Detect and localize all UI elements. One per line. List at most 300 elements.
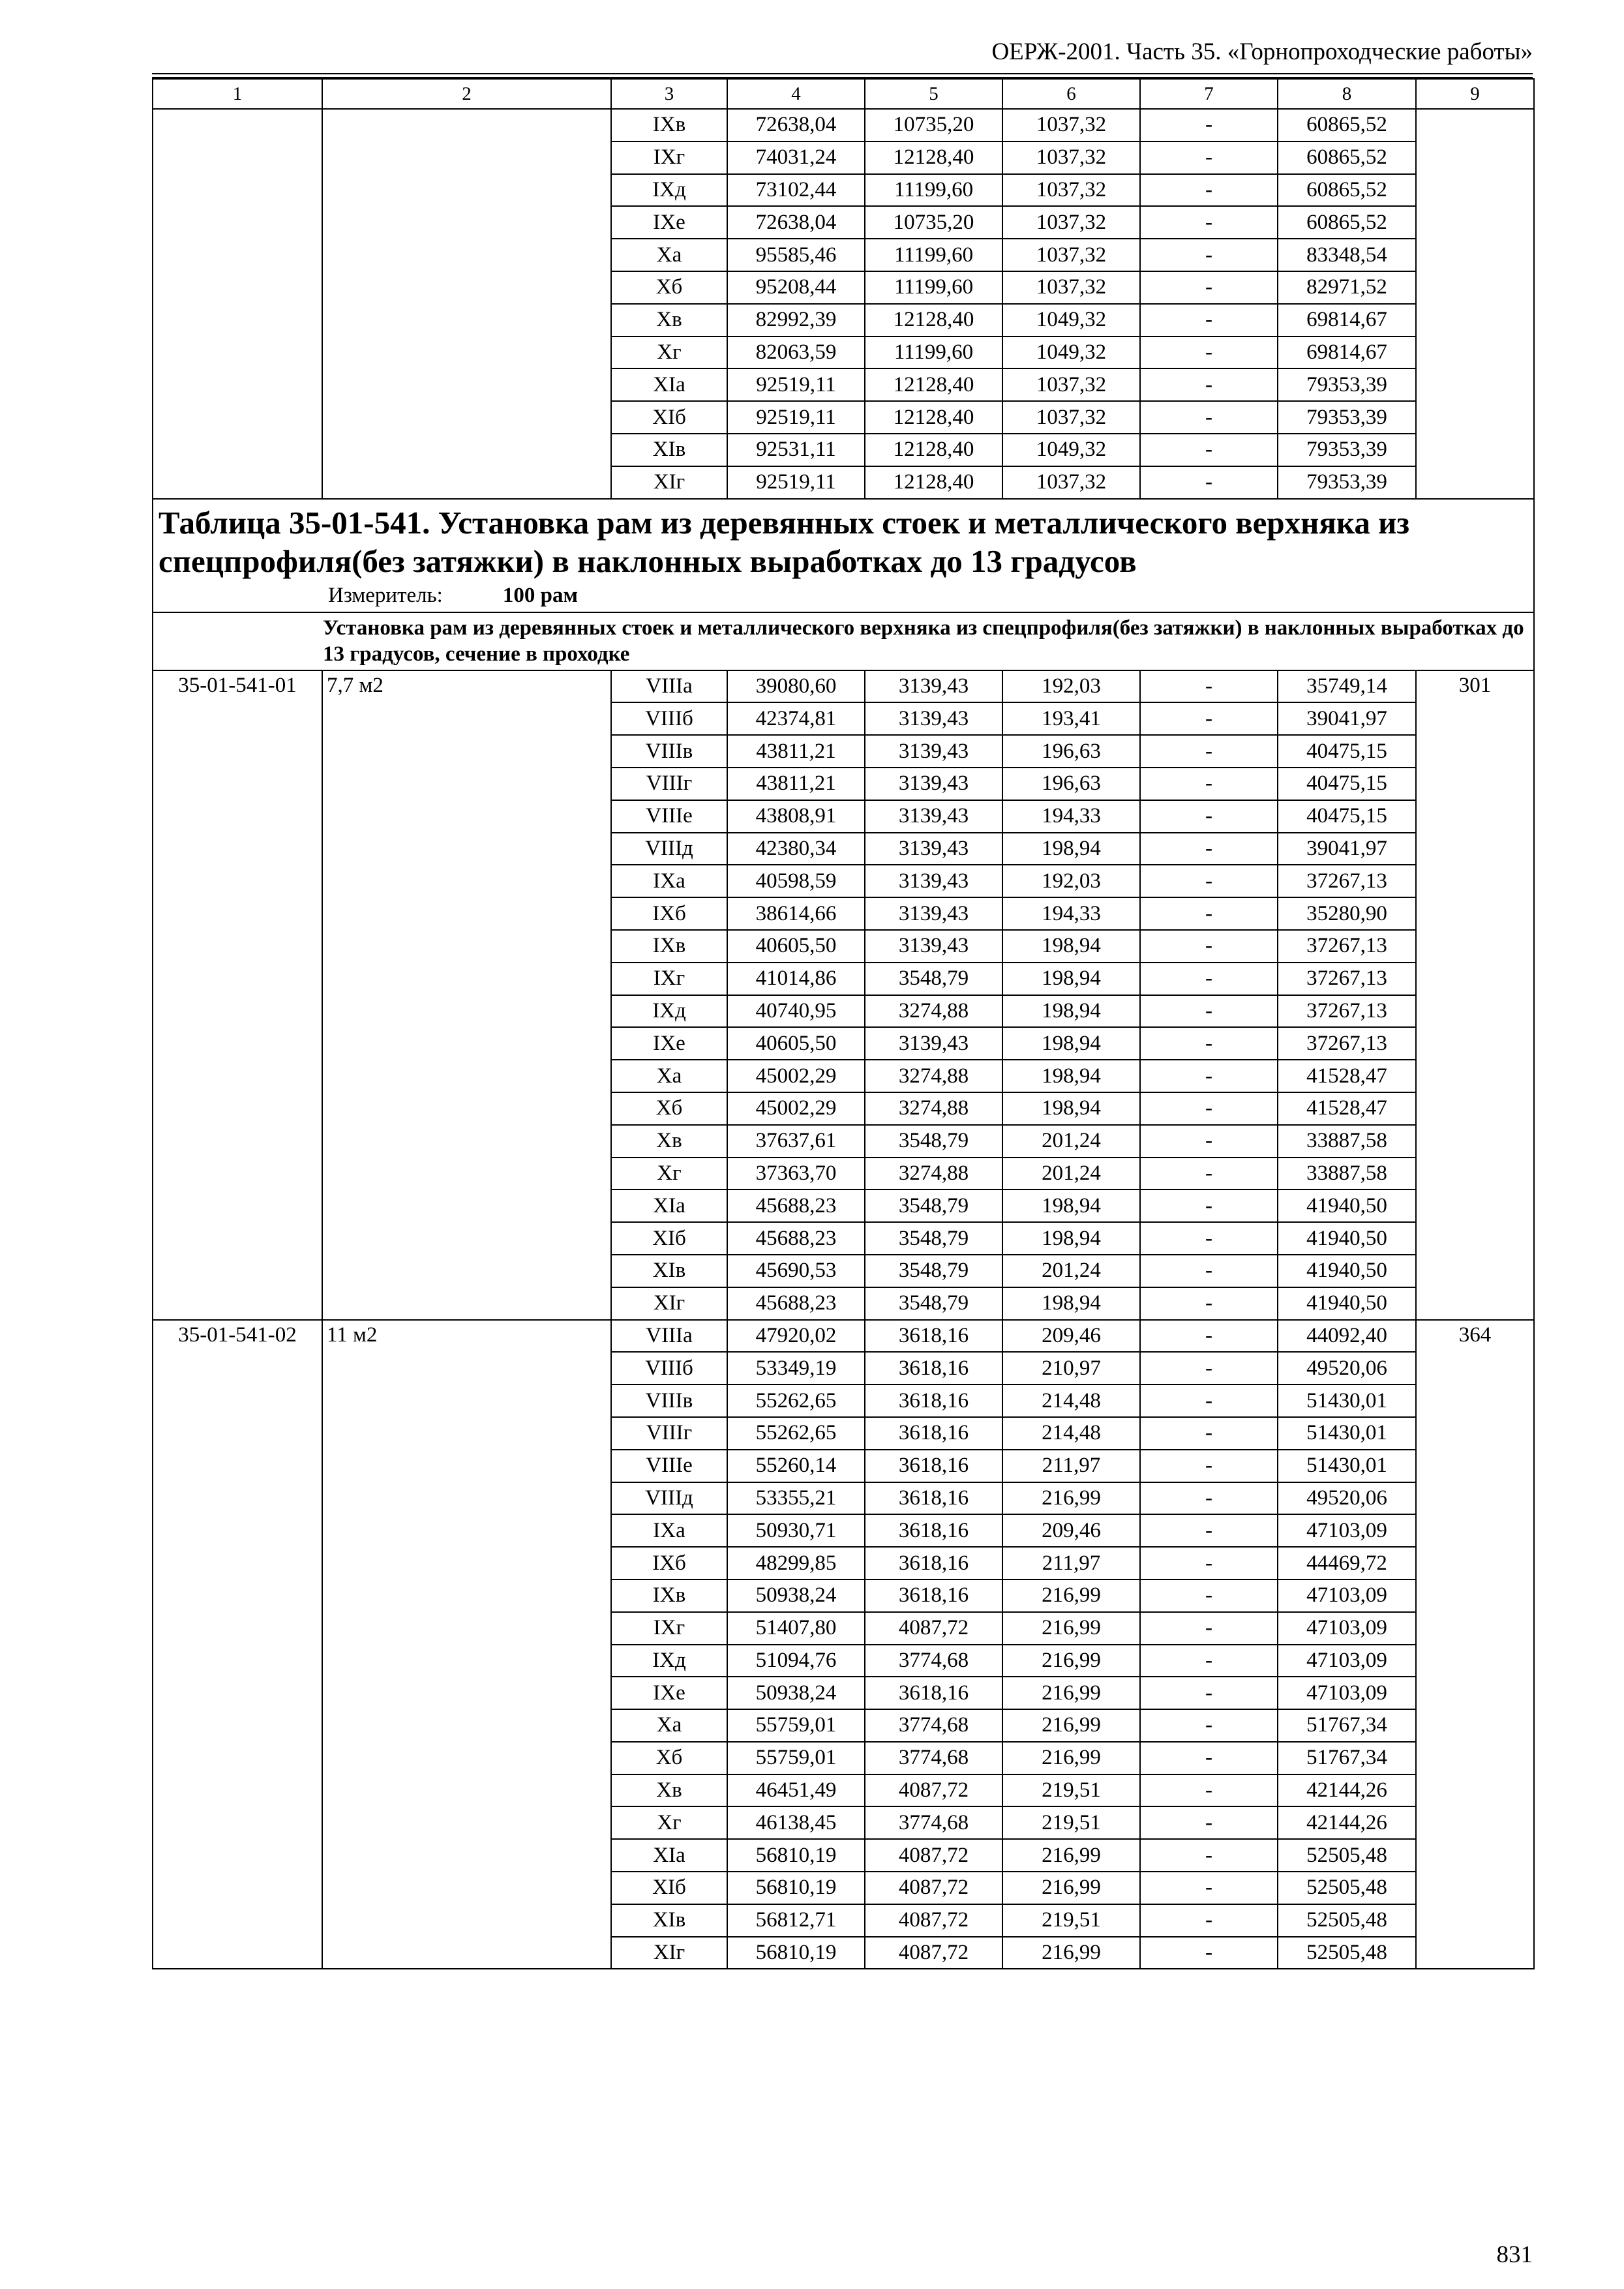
table-cell: - <box>1140 865 1278 897</box>
table-cell <box>322 800 611 833</box>
table-cell: 1037,32 <box>1002 142 1140 174</box>
table-cell <box>153 1612 322 1645</box>
table-cell <box>153 1774 322 1807</box>
table-row <box>153 702 1534 735</box>
table-row <box>153 401 1534 434</box>
table-cell: 37267,13 <box>1278 963 1416 995</box>
table-cell: 79353,39 <box>1278 434 1416 466</box>
table-cell: 41940,50 <box>1278 1255 1416 1287</box>
table-cell <box>1416 271 1534 304</box>
column-number: 9 <box>1416 79 1534 109</box>
table-cell: 41940,50 <box>1278 1189 1416 1222</box>
table-cell: 12128,40 <box>865 368 1002 401</box>
table-cell: 47103,09 <box>1278 1514 1416 1547</box>
table-cell <box>322 1417 611 1450</box>
table-cell: 42144,26 <box>1278 1774 1416 1807</box>
table-cell: 95585,46 <box>727 239 865 271</box>
table-cell: 3274,88 <box>865 995 1002 1028</box>
table-cell <box>1416 800 1534 833</box>
table-row <box>153 1839 1534 1872</box>
table-cell: 1037,32 <box>1002 109 1140 142</box>
table-cell <box>322 735 611 768</box>
table-row <box>153 865 1534 897</box>
table-cell: - <box>1140 1060 1278 1092</box>
table-cell: 73102,44 <box>727 174 865 207</box>
table-cell <box>322 1937 611 1969</box>
table-cell: 214,48 <box>1002 1417 1140 1450</box>
table-cell: - <box>1140 142 1278 174</box>
table-cell <box>1416 1937 1534 1969</box>
table-cell: 44092,40 <box>1278 1320 1416 1353</box>
table-cell: 211,97 <box>1002 1450 1140 1482</box>
table-cell: 4087,72 <box>865 1839 1002 1872</box>
table-cell: 47103,09 <box>1278 1645 1416 1677</box>
table-cell: 3139,43 <box>865 865 1002 897</box>
table-cell: 47103,09 <box>1278 1677 1416 1709</box>
table-cell <box>153 1158 322 1190</box>
table-cell: - <box>1140 735 1278 768</box>
table-cell: 35280,90 <box>1278 897 1416 930</box>
table-cell: XIв <box>611 434 727 466</box>
table-cell: 3274,88 <box>865 1092 1002 1125</box>
table-cell <box>153 401 322 434</box>
table-row <box>153 239 1534 271</box>
table-row <box>153 1027 1534 1060</box>
table-row <box>153 1417 1534 1450</box>
table-cell: 72638,04 <box>727 109 865 142</box>
table-row <box>153 963 1534 995</box>
table-cell: 3548,79 <box>865 963 1002 995</box>
table-cell <box>1416 1255 1534 1287</box>
table-cell: 49520,06 <box>1278 1482 1416 1515</box>
table-cell <box>1416 865 1534 897</box>
table-cell <box>322 337 611 369</box>
table-cell <box>1416 206 1534 239</box>
table-cell: 216,99 <box>1002 1677 1140 1709</box>
table-cell: - <box>1140 1189 1278 1222</box>
table-cell <box>153 1547 322 1579</box>
table-row <box>153 1774 1534 1807</box>
table-row <box>153 800 1534 833</box>
table-cell: 1037,32 <box>1002 466 1140 499</box>
table-cell <box>322 1189 611 1222</box>
table-cell: XIг <box>611 1287 727 1320</box>
rates-table <box>152 78 1535 1969</box>
table-cell: 219,51 <box>1002 1806 1140 1839</box>
table-cell: 3548,79 <box>865 1287 1002 1320</box>
table-cell: 74031,24 <box>727 142 865 174</box>
table-cell: 3774,68 <box>865 1709 1002 1742</box>
table-row <box>153 109 1534 142</box>
table-cell: - <box>1140 1872 1278 1904</box>
column-number: 6 <box>1002 79 1140 109</box>
table-cell: XIа <box>611 1189 727 1222</box>
table-cell: 3618,16 <box>865 1547 1002 1579</box>
table-cell: - <box>1140 304 1278 337</box>
table-cell: VIIIа <box>611 670 727 703</box>
table-cell: 4087,72 <box>865 1872 1002 1904</box>
table-row <box>153 1579 1534 1612</box>
table-cell <box>153 1255 322 1287</box>
table-cell: 1037,32 <box>1002 271 1140 304</box>
measure-value: 100 рам <box>502 584 578 608</box>
table-cell: - <box>1140 897 1278 930</box>
table-cell: 51094,76 <box>727 1645 865 1677</box>
table-cell: 51430,01 <box>1278 1417 1416 1450</box>
table-cell: 12128,40 <box>865 142 1002 174</box>
table-cell <box>322 1092 611 1125</box>
table-cell: - <box>1140 1547 1278 1579</box>
table-cell: 201,24 <box>1002 1255 1140 1287</box>
table-cell <box>322 1872 611 1904</box>
measure-line <box>158 585 1528 606</box>
table-cell: 198,94 <box>1002 1060 1140 1092</box>
table-cell: XIа <box>611 1839 727 1872</box>
section-title-row <box>153 612 1534 670</box>
table-cell: 69814,67 <box>1278 337 1416 369</box>
table-cell <box>153 271 322 304</box>
table-cell <box>322 995 611 1028</box>
table-cell: 3139,43 <box>865 702 1002 735</box>
table-cell: - <box>1140 239 1278 271</box>
table-title-row <box>153 499 1534 613</box>
table-cell <box>322 174 611 207</box>
table-cell: 3274,88 <box>865 1060 1002 1092</box>
table-cell: IXг <box>611 142 727 174</box>
table-cell: 3774,68 <box>865 1742 1002 1774</box>
table-cell: 48299,85 <box>727 1547 865 1579</box>
table-cell: 12128,40 <box>865 466 1002 499</box>
table-cell: - <box>1140 1125 1278 1158</box>
table-cell: 198,94 <box>1002 995 1140 1028</box>
table-cell: VIIIе <box>611 1450 727 1482</box>
table-cell <box>153 499 1534 613</box>
table-cell: XIв <box>611 1904 727 1937</box>
table-cell <box>153 1645 322 1677</box>
table-cell <box>322 1612 611 1645</box>
table-cell: 52505,48 <box>1278 1904 1416 1937</box>
table-cell: VIIIв <box>611 735 727 768</box>
table-cell: - <box>1140 1255 1278 1287</box>
table-cell <box>1416 1189 1534 1222</box>
table-cell <box>153 1872 322 1904</box>
table-cell: - <box>1140 1839 1278 1872</box>
table-cell: 39041,97 <box>1278 702 1416 735</box>
table-cell: 44469,72 <box>1278 1547 1416 1579</box>
table-cell <box>1416 466 1534 499</box>
table-row <box>153 1514 1534 1547</box>
table-cell: 194,33 <box>1002 897 1140 930</box>
table-cell: 4087,72 <box>865 1612 1002 1645</box>
table-cell <box>1416 434 1534 466</box>
table-cell: 11199,60 <box>865 337 1002 369</box>
table-cell <box>322 768 611 800</box>
table-row <box>153 1222 1534 1255</box>
table-cell: 55262,65 <box>727 1417 865 1450</box>
table-cell: Xв <box>611 304 727 337</box>
table-cell: 1037,32 <box>1002 239 1140 271</box>
table-cell: 40740,95 <box>727 995 865 1028</box>
table-cell: 219,51 <box>1002 1904 1140 1937</box>
table-cell: 33887,58 <box>1278 1125 1416 1158</box>
table-cell: - <box>1140 174 1278 207</box>
table-cell: 10735,20 <box>865 109 1002 142</box>
table-cell: IXв <box>611 1579 727 1612</box>
table-cell: IXа <box>611 865 727 897</box>
table-cell: 35-01-541-01 <box>153 670 322 703</box>
table-cell: - <box>1140 206 1278 239</box>
table-cell: - <box>1140 1320 1278 1353</box>
table-cell <box>1416 1514 1534 1547</box>
table-cell: 4087,72 <box>865 1774 1002 1807</box>
table-cell <box>1416 1092 1534 1125</box>
table-cell <box>153 142 322 174</box>
table-cell: 60865,52 <box>1278 206 1416 239</box>
table-cell: - <box>1140 1677 1278 1709</box>
table-row <box>153 1092 1534 1125</box>
table-cell <box>153 865 322 897</box>
table-cell: - <box>1140 1287 1278 1320</box>
column-number: 7 <box>1140 79 1278 109</box>
table-cell: Xб <box>611 1742 727 1774</box>
table-cell <box>1416 1222 1534 1255</box>
table-cell: 37363,70 <box>727 1158 865 1190</box>
table-cell <box>153 368 322 401</box>
table-cell: 69814,67 <box>1278 304 1416 337</box>
table-row <box>153 271 1534 304</box>
table-cell <box>322 1547 611 1579</box>
table-cell: - <box>1140 1904 1278 1937</box>
table-cell: 198,94 <box>1002 1222 1140 1255</box>
table-cell: 41528,47 <box>1278 1092 1416 1125</box>
table-cell <box>322 1579 611 1612</box>
column-number: 1 <box>153 79 322 109</box>
table-cell <box>1416 1482 1534 1515</box>
table-cell <box>1416 833 1534 865</box>
table-cell <box>1416 1709 1534 1742</box>
table-row <box>153 768 1534 800</box>
table-row <box>153 174 1534 207</box>
table-cell <box>322 1839 611 1872</box>
table-cell: 40598,59 <box>727 865 865 897</box>
table-cell: 72638,04 <box>727 206 865 239</box>
table-row <box>153 1709 1534 1742</box>
table-row <box>153 1158 1534 1190</box>
table-cell <box>153 206 322 239</box>
table-row <box>153 1450 1534 1482</box>
table-cell: VIIIг <box>611 768 727 800</box>
table-cell: 3139,43 <box>865 735 1002 768</box>
table-cell <box>153 702 322 735</box>
table-cell: Xг <box>611 337 727 369</box>
table-cell <box>322 833 611 865</box>
table-cell: 45002,29 <box>727 1060 865 1092</box>
table-cell: - <box>1140 670 1278 703</box>
table-row <box>153 735 1534 768</box>
table-cell: 51430,01 <box>1278 1384 1416 1417</box>
table-cell <box>1416 1872 1534 1904</box>
table-cell: 216,99 <box>1002 1872 1140 1904</box>
table-cell <box>1416 1547 1534 1579</box>
table-cell <box>153 1677 322 1709</box>
table-cell: - <box>1140 1482 1278 1515</box>
table-cell <box>153 1482 322 1515</box>
table-row <box>153 1125 1534 1158</box>
table-cell <box>153 239 322 271</box>
table-cell <box>322 368 611 401</box>
column-number: 4 <box>727 79 865 109</box>
table-cell <box>153 963 322 995</box>
table-cell: - <box>1140 702 1278 735</box>
table-cell: 11199,60 <box>865 271 1002 304</box>
table-cell: IXв <box>611 109 727 142</box>
table-cell <box>153 612 1534 670</box>
table-cell <box>153 1709 322 1742</box>
table-cell <box>1416 1742 1534 1774</box>
table-cell: 1037,32 <box>1002 206 1140 239</box>
table-cell: 79353,39 <box>1278 401 1416 434</box>
table-cell: 219,51 <box>1002 1774 1140 1807</box>
table-cell: 3139,43 <box>865 930 1002 963</box>
table-cell: 56810,19 <box>727 1872 865 1904</box>
table-row <box>153 1060 1534 1092</box>
table-cell <box>322 1742 611 1774</box>
table-cell: 50930,71 <box>727 1514 865 1547</box>
running-header: ОЕРЖ-2001. Часть 35. «Горнопроходческие работы» <box>991 38 1533 65</box>
table-cell: Xа <box>611 1060 727 1092</box>
table-cell: 53355,21 <box>727 1482 865 1515</box>
table-cell: 201,24 <box>1002 1158 1140 1190</box>
table-cell: IXд <box>611 995 727 1028</box>
table-cell: 52505,48 <box>1278 1839 1416 1872</box>
table-cell: 216,99 <box>1002 1579 1140 1612</box>
table-cell <box>322 1450 611 1482</box>
table-cell: 55759,01 <box>727 1742 865 1774</box>
table-cell <box>322 1482 611 1515</box>
table-cell: 46451,49 <box>727 1774 865 1807</box>
table-cell <box>153 1125 322 1158</box>
table-cell: 42144,26 <box>1278 1806 1416 1839</box>
table-cell <box>153 995 322 1028</box>
table-row <box>153 1320 1534 1353</box>
table-row <box>153 1872 1534 1904</box>
table-cell <box>1416 930 1534 963</box>
table-cell: 82971,52 <box>1278 271 1416 304</box>
table-cell <box>1416 1904 1534 1937</box>
table-cell: 92531,11 <box>727 434 865 466</box>
table-cell <box>322 1158 611 1190</box>
table-cell: - <box>1140 109 1278 142</box>
table-row <box>153 1352 1534 1384</box>
table-cell: Xб <box>611 271 727 304</box>
header-rule <box>152 73 1533 74</box>
table-cell <box>153 1222 322 1255</box>
table-cell: 47920,02 <box>727 1320 865 1353</box>
table-cell: 3139,43 <box>865 897 1002 930</box>
table-row <box>153 1547 1534 1579</box>
table-cell: IXд <box>611 1645 727 1677</box>
table-cell <box>153 1352 322 1384</box>
table-cell <box>322 1060 611 1092</box>
table-cell: 216,99 <box>1002 1742 1140 1774</box>
table-cell: - <box>1140 930 1278 963</box>
table-cell: 37267,13 <box>1278 1027 1416 1060</box>
table-cell: 45690,53 <box>727 1255 865 1287</box>
table-cell <box>1416 735 1534 768</box>
table-cell: XIб <box>611 1222 727 1255</box>
table-cell <box>322 1774 611 1807</box>
table-cell: - <box>1140 833 1278 865</box>
table-cell: 209,46 <box>1002 1320 1140 1353</box>
table-cell <box>153 466 322 499</box>
table-cell: - <box>1140 1645 1278 1677</box>
table-cell: - <box>1140 1384 1278 1417</box>
table-cell <box>153 768 322 800</box>
table-cell: IXв <box>611 930 727 963</box>
table-cell: 216,99 <box>1002 1645 1140 1677</box>
table-cell <box>1416 1352 1534 1384</box>
table-cell: 1049,32 <box>1002 304 1140 337</box>
table-cell: 3618,16 <box>865 1352 1002 1384</box>
table-cell: 38614,66 <box>727 897 865 930</box>
table-cell: - <box>1140 1352 1278 1384</box>
table-cell: Xб <box>611 1092 727 1125</box>
table-cell: IXб <box>611 1547 727 1579</box>
table-cell: VIIIд <box>611 833 727 865</box>
table-cell <box>153 735 322 768</box>
table-cell: IXа <box>611 1514 727 1547</box>
table-cell: 216,99 <box>1002 1709 1140 1742</box>
table-cell: 60865,52 <box>1278 142 1416 174</box>
table-cell: 4087,72 <box>865 1904 1002 1937</box>
table-cell: XIв <box>611 1255 727 1287</box>
table-row <box>153 897 1534 930</box>
table-cell: - <box>1140 800 1278 833</box>
table-body <box>153 79 1534 1969</box>
table-cell: 198,94 <box>1002 1092 1140 1125</box>
table-cell <box>1416 1060 1534 1092</box>
table-cell <box>322 1645 611 1677</box>
measure-label: Измеритель: <box>328 584 443 608</box>
table-cell: 216,99 <box>1002 1937 1140 1969</box>
table-cell <box>1416 1450 1534 1482</box>
table-cell: XIб <box>611 401 727 434</box>
table-cell <box>322 1709 611 1742</box>
table-cell: 216,99 <box>1002 1482 1140 1515</box>
table-cell: 3618,16 <box>865 1579 1002 1612</box>
table-cell: 53349,19 <box>727 1352 865 1384</box>
table-cell <box>153 1027 322 1060</box>
table-cell: - <box>1140 1774 1278 1807</box>
table-cell: 79353,39 <box>1278 368 1416 401</box>
column-number: 8 <box>1278 79 1416 109</box>
table-row <box>153 1287 1534 1320</box>
column-number: 2 <box>322 79 611 109</box>
table-cell <box>153 1806 322 1839</box>
table-cell <box>153 930 322 963</box>
table-cell: 41940,50 <box>1278 1287 1416 1320</box>
table-cell: 3139,43 <box>865 833 1002 865</box>
table-cell: Xа <box>611 239 727 271</box>
table-cell <box>153 897 322 930</box>
table-cell: 43808,91 <box>727 800 865 833</box>
table-cell <box>1416 1806 1534 1839</box>
table-cell: - <box>1140 466 1278 499</box>
table-cell: 193,41 <box>1002 702 1140 735</box>
table-cell: 45002,29 <box>727 1092 865 1125</box>
table-cell: 11199,60 <box>865 239 1002 271</box>
table-cell: 50938,24 <box>727 1579 865 1612</box>
